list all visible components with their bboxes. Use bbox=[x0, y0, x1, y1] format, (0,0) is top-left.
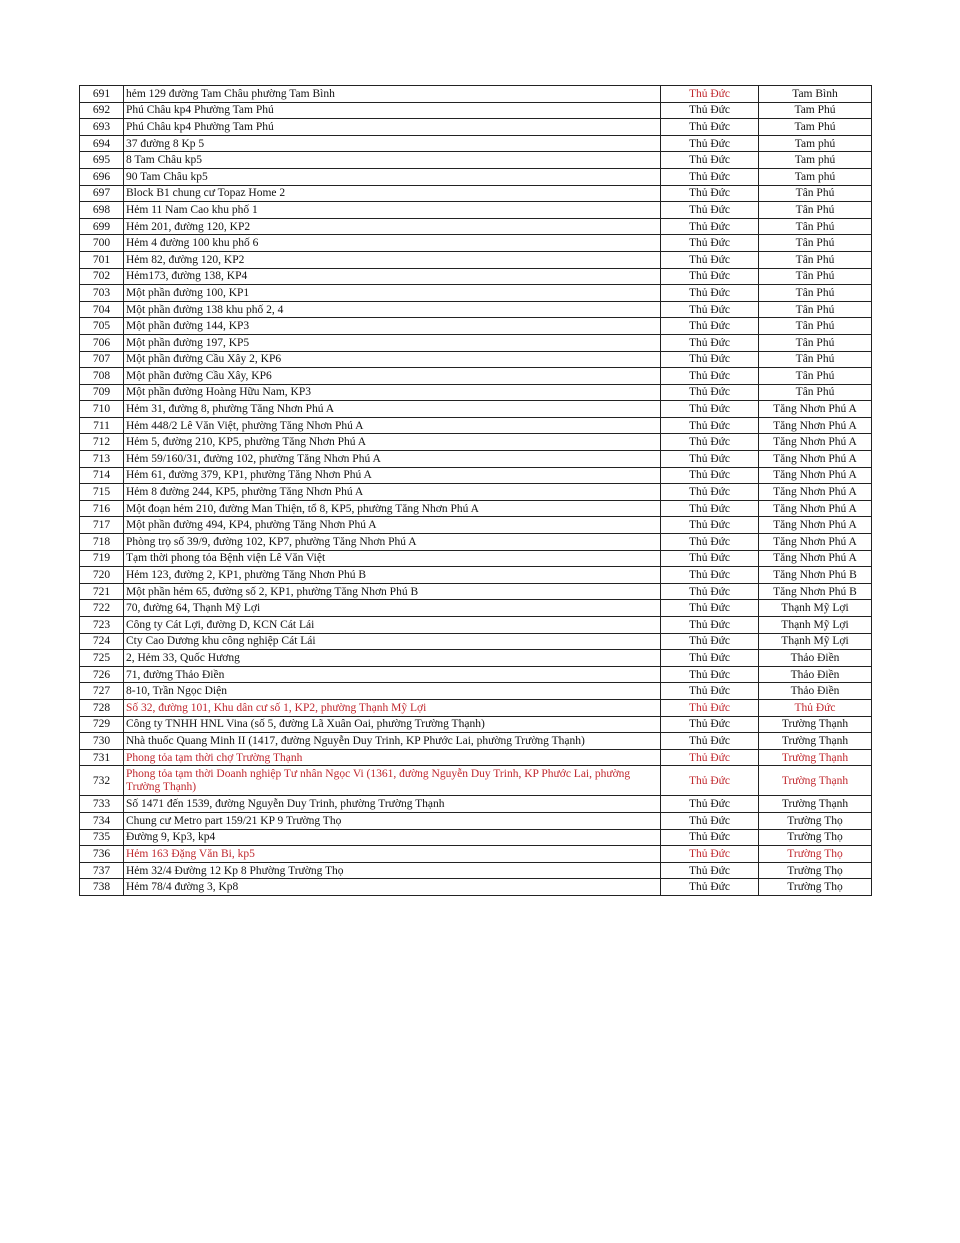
district-cell: Thủ Đức bbox=[661, 202, 759, 219]
district-cell: Thủ Đức bbox=[661, 467, 759, 484]
address-cell: Một đoạn hẻm 210, đường Man Thiện, tổ 8, KP5, phường Tăng Nhơn Phú A bbox=[124, 500, 661, 517]
address-cell: Cty Cao Dương khu công nghiệp Cát Lái bbox=[124, 633, 661, 650]
ward-cell: Trường Thạnh bbox=[759, 749, 872, 766]
ward-cell: Thạnh Mỹ Lợi bbox=[759, 617, 872, 634]
row-number-cell: 695 bbox=[80, 152, 124, 169]
row-number-cell: 694 bbox=[80, 135, 124, 152]
ward-cell: Trường Thạnh bbox=[759, 766, 872, 796]
address-cell: Phú Châu kp4 Phường Tam Phú bbox=[124, 102, 661, 119]
table-row bbox=[80, 617, 872, 634]
ward-cell: Trường Thọ bbox=[759, 862, 872, 879]
ward-cell: Tăng Nhơn Phú A bbox=[759, 401, 872, 418]
address-cell: Hẻm 201, đường 120, KP2 bbox=[124, 218, 661, 235]
row-number-cell: 712 bbox=[80, 434, 124, 451]
district-cell: Thủ Đức bbox=[661, 716, 759, 733]
address-cell: Hẻm 163 Đặng Văn Bi, kp5 bbox=[124, 846, 661, 863]
table-row bbox=[80, 86, 872, 103]
district-cell: Thủ Đức bbox=[661, 812, 759, 829]
address-cell: Block B1 chung cư Topaz Home 2 bbox=[124, 185, 661, 202]
address-cell: Phong tỏa tạm thời Doanh nghiệp Tư nhân Ngọc Vi (1361, đường Nguyễn Duy Trinh, KP Phước Lai, phường Trường Thạnh) bbox=[124, 766, 661, 796]
table-row bbox=[80, 766, 872, 796]
district-cell: Thủ Đức bbox=[661, 384, 759, 401]
address-cell: Một phần đường 100, KP1 bbox=[124, 285, 661, 302]
ward-cell: Tam phú bbox=[759, 168, 872, 185]
row-number-cell: 735 bbox=[80, 829, 124, 846]
row-number-cell: 691 bbox=[80, 86, 124, 103]
address-cell: Hẻm 8 đường 244, KP5, phường Tăng Nhơn Phú A bbox=[124, 484, 661, 501]
address-cell: Hẻm 59/160/31, đường 102, phường Tăng Nhơn Phú A bbox=[124, 451, 661, 468]
address-cell: Một phần đường 494, KP4, phường Tăng Nhơn Phú A bbox=[124, 517, 661, 534]
address-cell: Hẻm 11 Nam Cao khu phố 1 bbox=[124, 202, 661, 219]
ward-cell: Tăng Nhơn Phú A bbox=[759, 467, 872, 484]
ward-cell: Trường Thọ bbox=[759, 829, 872, 846]
address-cell: hẻm 129 đường Tam Châu phường Tam Bình bbox=[124, 86, 661, 103]
address-cell: Nhà thuốc Quang Minh II (1417, đường Nguyễn Duy Trinh, KP Phước Lai, phường Trường Thạnh) bbox=[124, 733, 661, 750]
ward-cell: Tăng Nhơn Phú A bbox=[759, 550, 872, 567]
table-row bbox=[80, 152, 872, 169]
row-number-cell: 706 bbox=[80, 334, 124, 351]
address-cell: Số 32, đường 101, Khu dân cư số 1, KP2, phường Thạnh Mỹ Lợi bbox=[124, 699, 661, 716]
ward-cell: Tăng Nhơn Phú A bbox=[759, 434, 872, 451]
table-row bbox=[80, 318, 872, 335]
ward-cell: Tân Phú bbox=[759, 268, 872, 285]
row-number-cell: 727 bbox=[80, 683, 124, 700]
table-row bbox=[80, 119, 872, 136]
address-cell: Hẻm 78/4 đường 3, Kp8 bbox=[124, 879, 661, 896]
table-row bbox=[80, 683, 872, 700]
ward-cell: Tăng Nhơn Phú A bbox=[759, 417, 872, 434]
table-row bbox=[80, 251, 872, 268]
district-cell: Thủ Đức bbox=[661, 268, 759, 285]
row-number-cell: 718 bbox=[80, 534, 124, 551]
table-row bbox=[80, 879, 872, 896]
address-cell: Hẻm 31, đường 8, phường Tăng Nhơn Phú A bbox=[124, 401, 661, 418]
ward-cell: Tân Phú bbox=[759, 285, 872, 302]
district-cell: Thủ Đức bbox=[661, 749, 759, 766]
table-row bbox=[80, 384, 872, 401]
address-cell: Phú Châu kp4 Phường Tam Phú bbox=[124, 119, 661, 136]
district-cell: Thủ Đức bbox=[661, 550, 759, 567]
address-cell: Tạm thời phong tỏa Bệnh viện Lê Văn Việt bbox=[124, 550, 661, 567]
table-row bbox=[80, 368, 872, 385]
address-cell: Một phần đường 144, KP3 bbox=[124, 318, 661, 335]
ward-cell: Tân Phú bbox=[759, 251, 872, 268]
table-row bbox=[80, 301, 872, 318]
row-number-cell: 737 bbox=[80, 862, 124, 879]
address-cell: Phong tỏa tạm thời chợ Trường Thạnh bbox=[124, 749, 661, 766]
address-cell: Số 1471 đến 1539, đường Nguyễn Duy Trinh, phường Trường Thạnh bbox=[124, 796, 661, 813]
ward-cell: Trường Thọ bbox=[759, 879, 872, 896]
table-row bbox=[80, 417, 872, 434]
district-cell: Thủ Đức bbox=[661, 567, 759, 584]
ward-cell: Tăng Nhơn Phú A bbox=[759, 500, 872, 517]
table-row bbox=[80, 235, 872, 252]
address-cell: Hẻm 82, đường 120, KP2 bbox=[124, 251, 661, 268]
table-row bbox=[80, 500, 872, 517]
ward-cell: Tăng Nhơn Phú A bbox=[759, 534, 872, 551]
address-cell: 37 đường 8 Kp 5 bbox=[124, 135, 661, 152]
address-cell: Hẻm 61, đường 379, KP1, phường Tăng Nhơn Phú A bbox=[124, 467, 661, 484]
row-number-cell: 701 bbox=[80, 251, 124, 268]
row-number-cell: 729 bbox=[80, 716, 124, 733]
district-cell: Thủ Đức bbox=[661, 434, 759, 451]
row-number-cell: 728 bbox=[80, 699, 124, 716]
address-cell: 8-10, Trần Ngọc Diện bbox=[124, 683, 661, 700]
address-cell: Một phần đường Cầu Xây 2, KP6 bbox=[124, 351, 661, 368]
row-number-cell: 697 bbox=[80, 185, 124, 202]
address-cell: Hẻm 123, đường 2, KP1, phường Tăng Nhơn Phú B bbox=[124, 567, 661, 584]
row-number-cell: 710 bbox=[80, 401, 124, 418]
address-cell: Hẻm 4 đường 100 khu phố 6 bbox=[124, 235, 661, 252]
ward-cell: Thảo Điền bbox=[759, 683, 872, 700]
address-cell: Đường 9, Kp3, kp4 bbox=[124, 829, 661, 846]
row-number-cell: 700 bbox=[80, 235, 124, 252]
table-row bbox=[80, 451, 872, 468]
district-cell: Thủ Đức bbox=[661, 733, 759, 750]
district-cell: Thủ Đức bbox=[661, 600, 759, 617]
district-cell: Thủ Đức bbox=[661, 766, 759, 796]
table-row bbox=[80, 733, 872, 750]
address-cell: 70, đường 64, Thạnh Mỹ Lợi bbox=[124, 600, 661, 617]
table-row bbox=[80, 829, 872, 846]
table-row bbox=[80, 351, 872, 368]
table-row bbox=[80, 812, 872, 829]
row-number-cell: 733 bbox=[80, 796, 124, 813]
table-row bbox=[80, 285, 872, 302]
district-cell: Thủ Đức bbox=[661, 846, 759, 863]
row-number-cell: 714 bbox=[80, 467, 124, 484]
row-number-cell: 721 bbox=[80, 583, 124, 600]
district-cell: Thủ Đức bbox=[661, 152, 759, 169]
ward-cell: Tăng Nhơn Phú A bbox=[759, 451, 872, 468]
district-cell: Thủ Đức bbox=[661, 119, 759, 136]
ward-cell: Tam Bình bbox=[759, 86, 872, 103]
district-cell: Thủ Đức bbox=[661, 484, 759, 501]
row-number-cell: 715 bbox=[80, 484, 124, 501]
row-number-cell: 738 bbox=[80, 879, 124, 896]
district-cell: Thủ Đức bbox=[661, 650, 759, 667]
address-cell: Phòng trọ số 39/9, đường 102, KP7, phường Tăng Nhơn Phú A bbox=[124, 534, 661, 551]
row-number-cell: 719 bbox=[80, 550, 124, 567]
district-cell: Thủ Đức bbox=[661, 86, 759, 103]
ward-cell: Tam phú bbox=[759, 135, 872, 152]
address-cell: Một phần đường Hoàng Hữu Nam, KP3 bbox=[124, 384, 661, 401]
table-row bbox=[80, 218, 872, 235]
table-row bbox=[80, 862, 872, 879]
table-row bbox=[80, 666, 872, 683]
address-cell: Một phần đường 138 khu phố 2, 4 bbox=[124, 301, 661, 318]
row-number-cell: 707 bbox=[80, 351, 124, 368]
district-cell: Thủ Đức bbox=[661, 500, 759, 517]
ward-cell: Tăng Nhơn Phú A bbox=[759, 484, 872, 501]
ward-cell: Tam Phú bbox=[759, 102, 872, 119]
row-number-cell: 702 bbox=[80, 268, 124, 285]
row-number-cell: 734 bbox=[80, 812, 124, 829]
ward-cell: Thạnh Mỹ Lợi bbox=[759, 633, 872, 650]
district-cell: Thủ Đức bbox=[661, 318, 759, 335]
ward-cell: Tân Phú bbox=[759, 218, 872, 235]
row-number-cell: 731 bbox=[80, 749, 124, 766]
table-row bbox=[80, 135, 872, 152]
address-cell: Công ty Cát Lợi, đường D, KCN Cát Lái bbox=[124, 617, 661, 634]
table-row bbox=[80, 716, 872, 733]
address-cell: Một phần đường Cầu Xây, KP6 bbox=[124, 368, 661, 385]
row-number-cell: 725 bbox=[80, 650, 124, 667]
ward-cell: Tam phú bbox=[759, 152, 872, 169]
ward-cell: Tân Phú bbox=[759, 301, 872, 318]
district-cell: Thủ Đức bbox=[661, 534, 759, 551]
table-row bbox=[80, 434, 872, 451]
address-cell: 71, đường Thảo Điền bbox=[124, 666, 661, 683]
table-row bbox=[80, 401, 872, 418]
table-row bbox=[80, 467, 872, 484]
address-cell: Chung cư Metro part 159/21 KP 9 Trường Thọ bbox=[124, 812, 661, 829]
row-number-cell: 726 bbox=[80, 666, 124, 683]
ward-cell: Thảo Điền bbox=[759, 666, 872, 683]
table-row bbox=[80, 268, 872, 285]
address-cell: Một phần đường 197, KP5 bbox=[124, 334, 661, 351]
row-number-cell: 703 bbox=[80, 285, 124, 302]
table-row bbox=[80, 846, 872, 863]
ward-cell: Tân Phú bbox=[759, 334, 872, 351]
row-number-cell: 723 bbox=[80, 617, 124, 634]
ward-cell: Tân Phú bbox=[759, 318, 872, 335]
ward-cell: Tân Phú bbox=[759, 351, 872, 368]
row-number-cell: 724 bbox=[80, 633, 124, 650]
ward-cell: Trường Thọ bbox=[759, 812, 872, 829]
row-number-cell: 692 bbox=[80, 102, 124, 119]
district-cell: Thủ Đức bbox=[661, 285, 759, 302]
row-number-cell: 720 bbox=[80, 567, 124, 584]
ward-cell: Tân Phú bbox=[759, 235, 872, 252]
row-number-cell: 716 bbox=[80, 500, 124, 517]
ward-cell: Thủ Đức bbox=[759, 699, 872, 716]
district-cell: Thủ Đức bbox=[661, 417, 759, 434]
row-number-cell: 699 bbox=[80, 218, 124, 235]
district-cell: Thủ Đức bbox=[661, 796, 759, 813]
row-number-cell: 713 bbox=[80, 451, 124, 468]
table-row bbox=[80, 567, 872, 584]
district-cell: Thủ Đức bbox=[661, 102, 759, 119]
address-cell: 8 Tam Châu kp5 bbox=[124, 152, 661, 169]
table-row bbox=[80, 185, 872, 202]
address-cell: Hẻm 5, đường 210, KP5, phường Tăng Nhơn Phú A bbox=[124, 434, 661, 451]
address-cell: Hẻm173, đường 138, KP4 bbox=[124, 268, 661, 285]
row-number-cell: 730 bbox=[80, 733, 124, 750]
row-number-cell: 704 bbox=[80, 301, 124, 318]
ward-cell: Trường Thạnh bbox=[759, 796, 872, 813]
row-number-cell: 709 bbox=[80, 384, 124, 401]
ward-cell: Trường Thạnh bbox=[759, 716, 872, 733]
district-cell: Thủ Đức bbox=[661, 829, 759, 846]
ward-cell: Tam Phú bbox=[759, 119, 872, 136]
district-cell: Thủ Đức bbox=[661, 451, 759, 468]
row-number-cell: 732 bbox=[80, 766, 124, 796]
address-cell: 90 Tam Châu kp5 bbox=[124, 168, 661, 185]
district-cell: Thủ Đức bbox=[661, 879, 759, 896]
district-cell: Thủ Đức bbox=[661, 862, 759, 879]
table-row bbox=[80, 484, 872, 501]
ward-cell: Trường Thạnh bbox=[759, 733, 872, 750]
district-cell: Thủ Đức bbox=[661, 666, 759, 683]
address-cell: Một phần hẻm 65, đường số 2, KP1, phường Tăng Nhơn Phú B bbox=[124, 583, 661, 600]
ward-cell: Tăng Nhơn Phú B bbox=[759, 567, 872, 584]
row-number-cell: 696 bbox=[80, 168, 124, 185]
row-number-cell: 698 bbox=[80, 202, 124, 219]
row-number-cell: 705 bbox=[80, 318, 124, 335]
table-row bbox=[80, 334, 872, 351]
row-number-cell: 711 bbox=[80, 417, 124, 434]
table-row bbox=[80, 550, 872, 567]
row-number-cell: 722 bbox=[80, 600, 124, 617]
row-number-cell: 693 bbox=[80, 119, 124, 136]
table-row bbox=[80, 534, 872, 551]
table-row bbox=[80, 633, 872, 650]
table-row bbox=[80, 749, 872, 766]
ward-cell: Tăng Nhơn Phú A bbox=[759, 517, 872, 534]
table-row bbox=[80, 517, 872, 534]
table-body bbox=[80, 86, 872, 896]
district-cell: Thủ Đức bbox=[661, 633, 759, 650]
district-cell: Thủ Đức bbox=[661, 135, 759, 152]
district-cell: Thủ Đức bbox=[661, 368, 759, 385]
table-row bbox=[80, 699, 872, 716]
ward-cell: Tân Phú bbox=[759, 202, 872, 219]
table-row bbox=[80, 600, 872, 617]
ward-cell: Thạnh Mỹ Lợi bbox=[759, 600, 872, 617]
district-cell: Thủ Đức bbox=[661, 301, 759, 318]
table-row bbox=[80, 650, 872, 667]
ward-cell: Trường Thọ bbox=[759, 846, 872, 863]
district-cell: Thủ Đức bbox=[661, 218, 759, 235]
row-number-cell: 736 bbox=[80, 846, 124, 863]
district-cell: Thủ Đức bbox=[661, 235, 759, 252]
ward-cell: Tân Phú bbox=[759, 368, 872, 385]
ward-cell: Thảo Điền bbox=[759, 650, 872, 667]
district-cell: Thủ Đức bbox=[661, 401, 759, 418]
address-cell: Công ty TNHH HNL Vina (số 5, đường Lã Xuân Oai, phường Trường Thạnh) bbox=[124, 716, 661, 733]
row-number-cell: 717 bbox=[80, 517, 124, 534]
address-cell: 2, Hẻm 33, Quốc Hương bbox=[124, 650, 661, 667]
district-cell: Thủ Đức bbox=[661, 699, 759, 716]
district-cell: Thủ Đức bbox=[661, 185, 759, 202]
ward-cell: Tân Phú bbox=[759, 384, 872, 401]
district-cell: Thủ Đức bbox=[661, 517, 759, 534]
document-page bbox=[79, 85, 871, 896]
table-row bbox=[80, 168, 872, 185]
address-cell: Hẻm 32/4 Đường 12 Kp 8 Phường Trường Thọ bbox=[124, 862, 661, 879]
row-number-cell: 708 bbox=[80, 368, 124, 385]
lockdown-area-table bbox=[79, 85, 872, 896]
district-cell: Thủ Đức bbox=[661, 334, 759, 351]
table-row bbox=[80, 202, 872, 219]
ward-cell: Tăng Nhơn Phú B bbox=[759, 583, 872, 600]
district-cell: Thủ Đức bbox=[661, 168, 759, 185]
table-row bbox=[80, 796, 872, 813]
district-cell: Thủ Đức bbox=[661, 251, 759, 268]
table-row bbox=[80, 102, 872, 119]
district-cell: Thủ Đức bbox=[661, 583, 759, 600]
table-row bbox=[80, 583, 872, 600]
address-cell: Hẻm 448/2 Lê Văn Việt, phường Tăng Nhơn Phú A bbox=[124, 417, 661, 434]
district-cell: Thủ Đức bbox=[661, 617, 759, 634]
district-cell: Thủ Đức bbox=[661, 351, 759, 368]
ward-cell: Tân Phú bbox=[759, 185, 872, 202]
district-cell: Thủ Đức bbox=[661, 683, 759, 700]
